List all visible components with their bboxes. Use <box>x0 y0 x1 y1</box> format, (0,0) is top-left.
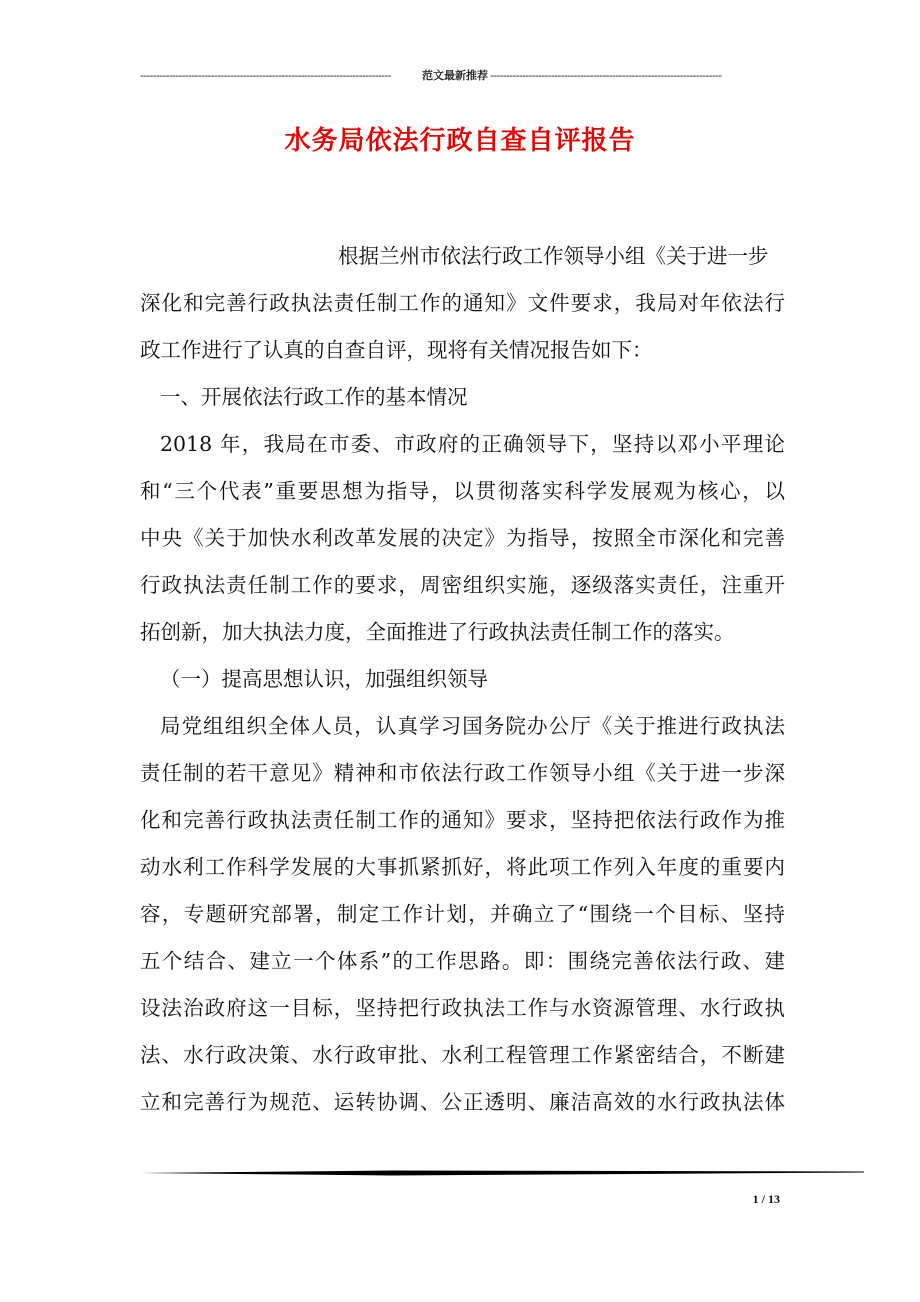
paragraph-line: 容，专题研究部署，制定工作计划，并确立了“围绕一个目标、坚持 <box>140 902 785 926</box>
paragraph-line: 局党组组织全体人员，认真学习国务院办公厅《关于推进行政执法 <box>160 714 785 738</box>
paragraph-line: （一）提高思想认识，加强组织领导 <box>160 667 488 691</box>
paragraph-line: 一、开展依法行政工作的基本情况 <box>160 385 468 409</box>
paragraph-line: 和“三个代表”重要思想为指导，以贯彻落实科学发展观为核心，以 <box>140 479 785 503</box>
paragraph-line: 五个结合、建立一个体系”的工作思路。即：围绕完善依法行政、建 <box>140 949 785 973</box>
page-number: 1 / 13 <box>752 1192 780 1206</box>
paragraph-line: 法、水行政决策、水行政审批、水利工程管理工作紧密结合，不断建 <box>140 1043 785 1067</box>
paragraph-line: 动水利工作科学发展的大事抓紧抓好，将此项工作列入年度的重要内 <box>140 855 785 879</box>
header-left-dashes: ------------------------------------------------------------------------------ <box>140 69 391 82</box>
paragraph-line: 化和完善行政执法责任制工作的通知》要求，坚持把依法行政作为推 <box>140 808 785 832</box>
document-title: 水务局依法行政自查自评报告 <box>284 126 636 156</box>
paragraph-line: 中央《关于加快水利改革发展的决定》为指导，按照全市深化和完善 <box>140 526 785 550</box>
page-header <box>140 66 770 86</box>
header-right-dashes: ------------------------------------------------------------------------ <box>490 69 722 82</box>
paragraph-line: 责任制的若干意见》精神和市依法行政工作领导小组《关于进一步深 <box>140 761 785 785</box>
paragraph-line: 2018 年，我局在市委、市政府的正确领导下，坚持以邓小平理论 <box>160 432 785 456</box>
paragraph-line: 深化和完善行政执法责任制工作的通知》文件要求，我局对年依法行 <box>140 291 785 315</box>
footer-divider <box>140 1170 864 1176</box>
document-body <box>140 233 785 1126</box>
paragraph-line: 设法治政府这一目标，坚持把行政执法工作与水资源管理、水行政执 <box>140 996 785 1020</box>
paragraph-line: 政工作进行了认真的自查自评，现将有关情况报告如下： <box>140 338 653 362</box>
header-label: 范文最新推荐 <box>422 69 488 82</box>
paragraph-line: 行政执法责任制工作的要求，周密组织实施，逐级落实责任，注重开 <box>140 573 785 597</box>
paragraph-line: 拓创新，加大执法力度，全面推进了行政执法责任制工作的落实。 <box>140 620 735 644</box>
paragraph-line: 立和完善行为规范、运转协调、公正透明、廉洁高效的水行政执法体 <box>140 1090 785 1114</box>
paragraph-line: 根据兰州市依法行政工作领导小组《关于进一步 <box>338 244 769 268</box>
